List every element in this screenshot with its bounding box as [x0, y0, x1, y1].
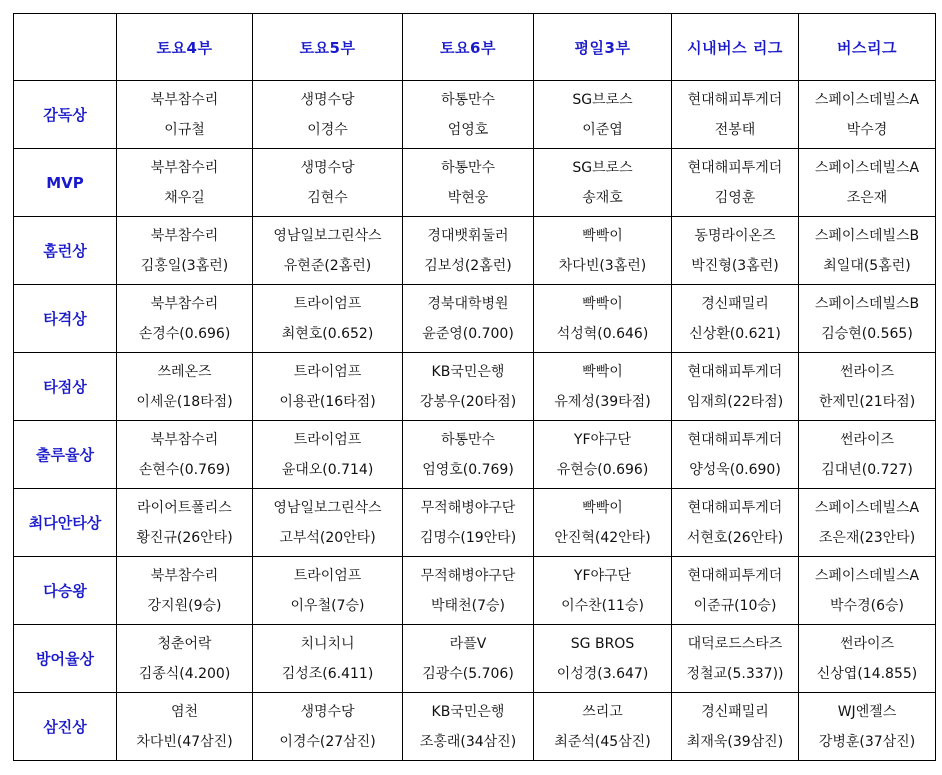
award-winner-cell	[799, 489, 936, 557]
team-name: 스페이스데빌스B	[814, 227, 920, 244]
award-name: 방어율상	[14, 625, 117, 693]
player-name: 김승현(0.565)	[821, 325, 913, 342]
award-winner-cell	[403, 421, 534, 489]
awards-table	[13, 13, 936, 761]
team-name: 썬라이즈	[839, 635, 895, 652]
team-name: 빡빡이	[582, 295, 623, 312]
team-name: 생명수당	[300, 159, 355, 176]
award-name: 홈런상	[14, 217, 117, 285]
player-name: 윤대오(0.714)	[281, 461, 374, 478]
team-name: 경신패밀리	[701, 295, 769, 312]
award-winner-cell	[403, 625, 534, 693]
award-winner-cell	[799, 217, 936, 285]
header-row	[14, 14, 936, 81]
player-name: 양성욱(0.690)	[689, 461, 781, 478]
table-row	[14, 81, 936, 149]
player-name: 김종식(4.200)	[138, 665, 231, 682]
player-name: 채우길	[164, 189, 205, 206]
team-name: 쓰레온즈	[157, 363, 212, 380]
award-winner-cell	[403, 489, 534, 557]
player-name: 조은재(23안타)	[818, 529, 916, 546]
corner-cell	[14, 14, 117, 81]
award-winner-cell	[403, 81, 534, 149]
player-name: 박태천(7승)	[431, 597, 505, 614]
team-name: 라이어트폴리스	[137, 499, 232, 516]
team-name: SG브로스	[572, 159, 633, 176]
column-header: 토요6부	[403, 14, 534, 81]
player-name: 이수찬(11승)	[561, 597, 644, 614]
team-name: 현대해피투게더	[687, 431, 783, 448]
player-name: 김광수(5.706)	[422, 665, 514, 682]
team-name: 생명수당	[300, 91, 355, 108]
team-name: 스페이스데빌스A	[814, 567, 920, 584]
player-name: 최일대(5홈런)	[823, 257, 911, 274]
team-name: 영남일보그린삭스	[273, 499, 382, 516]
award-winner-cell	[117, 81, 253, 149]
award-winner-cell	[253, 285, 403, 353]
player-name: 유제성(39타점)	[554, 393, 651, 410]
team-name: 빡빡이	[582, 363, 623, 380]
award-winner-cell	[403, 285, 534, 353]
award-winner-cell	[403, 693, 534, 761]
player-name: 차다빈(3홈런)	[558, 257, 647, 274]
award-winner-cell	[672, 285, 799, 353]
column-header: 토요4부	[117, 14, 253, 81]
player-name: 이성경(3.647)	[556, 665, 649, 682]
award-winner-cell	[534, 693, 672, 761]
player-name: 이규철	[164, 121, 205, 138]
player-name: 손경수(0.696)	[138, 325, 231, 342]
award-winner-cell	[253, 421, 403, 489]
player-name: 박수경(6승)	[830, 597, 904, 614]
team-name: SG BROS	[570, 635, 635, 652]
player-name: 이용관(16타점)	[279, 393, 376, 410]
team-name: 하통만수	[440, 159, 496, 176]
player-name: 강병훈(37삼진)	[818, 733, 916, 750]
team-name: 무적해병야구단	[420, 567, 516, 584]
team-name: 영남일보그린삭스	[273, 227, 382, 244]
player-name: 김성조(6.411)	[281, 665, 374, 682]
player-name: 박진형(3홈런)	[691, 257, 779, 274]
award-winner-cell	[799, 353, 936, 421]
award-winner-cell	[253, 149, 403, 217]
award-name: 삼진상	[14, 693, 117, 761]
player-name: 윤준영(0.700)	[422, 325, 514, 342]
team-name: YF야구단	[573, 567, 632, 584]
team-name: 라플V	[449, 635, 487, 652]
team-name: 북부참수리	[150, 295, 219, 312]
team-name: 하통만수	[440, 431, 496, 448]
award-winner-cell	[117, 693, 253, 761]
table-row	[14, 625, 936, 693]
awards-table-body	[14, 81, 936, 761]
team-name: 트라이엄프	[293, 295, 362, 312]
column-header: 토요5부	[253, 14, 403, 81]
table-row	[14, 693, 936, 761]
team-name: 무적해병야구단	[420, 499, 516, 516]
team-name: SG브로스	[572, 91, 633, 108]
award-winner-cell	[253, 489, 403, 557]
team-name: 현대해피투게더	[687, 363, 783, 380]
award-name: 출루율상	[14, 421, 117, 489]
team-name: 빡빡이	[582, 227, 623, 244]
player-name: 전봉태	[714, 121, 756, 138]
award-winner-cell	[117, 285, 253, 353]
team-name: 북부참수리	[150, 159, 219, 176]
award-winner-cell	[534, 489, 672, 557]
award-winner-cell	[534, 149, 672, 217]
player-name: 이준엽	[582, 121, 623, 138]
player-name: 이경수	[307, 121, 348, 138]
award-winner-cell	[117, 557, 253, 625]
player-name: 신상엽(14.855)	[816, 665, 918, 682]
team-name: 청춘어락	[157, 635, 212, 652]
player-name: 고부석(20안타)	[279, 529, 376, 546]
team-name: 트라이엄프	[293, 567, 362, 584]
award-name: MVP	[14, 149, 117, 217]
award-winner-cell	[672, 149, 799, 217]
team-name: YF야구단	[573, 431, 632, 448]
award-winner-cell	[672, 353, 799, 421]
player-name: 박현웅	[447, 189, 489, 206]
player-name: 안진혁(42안타)	[554, 529, 651, 546]
team-name: 북부참수리	[150, 567, 219, 584]
table-row	[14, 421, 936, 489]
award-winner-cell	[799, 625, 936, 693]
team-name: 썬라이즈	[839, 363, 895, 380]
team-name: WJ엔젤스	[837, 703, 897, 720]
player-name: 한제민(21타점)	[818, 393, 916, 410]
team-name: 스페이스데빌스B	[814, 295, 920, 312]
player-name: 정철교(5.337))	[686, 665, 784, 682]
player-name: 차다빈(47삼진)	[136, 733, 233, 750]
player-name: 신상환(0.621)	[689, 325, 781, 342]
award-name: 타점상	[14, 353, 117, 421]
award-name: 타격상	[14, 285, 117, 353]
player-name: 손현수(0.769)	[138, 461, 231, 478]
player-name: 조홍래(34삼진)	[419, 733, 517, 750]
award-winner-cell	[403, 557, 534, 625]
player-name: 엄영호(0.769)	[422, 461, 514, 478]
award-winner-cell	[672, 421, 799, 489]
table-row	[14, 285, 936, 353]
award-winner-cell	[117, 421, 253, 489]
player-name: 유현준(2홈런)	[283, 257, 372, 274]
team-name: 북부참수리	[150, 227, 219, 244]
player-name: 조은재	[846, 189, 888, 206]
team-name: 경신패밀리	[701, 703, 769, 720]
player-name: 이경수(27삼진)	[279, 733, 376, 750]
award-winner-cell	[117, 149, 253, 217]
team-name: 빡빡이	[582, 499, 623, 516]
player-name: 강지원(9승)	[147, 597, 222, 614]
award-winner-cell	[672, 217, 799, 285]
award-winner-cell	[403, 149, 534, 217]
team-name: 대덕로드스타즈	[687, 635, 783, 652]
team-name: 스페이스데빌스A	[814, 91, 920, 108]
team-name: 경대뱃휘둘러	[427, 227, 509, 244]
team-name: 스페이스데빌스A	[814, 499, 920, 516]
player-name: 김홍일(3홈런)	[140, 257, 229, 274]
award-winner-cell	[117, 217, 253, 285]
team-name: 현대해피투게더	[687, 499, 783, 516]
award-winner-cell	[672, 693, 799, 761]
award-winner-cell	[534, 353, 672, 421]
team-name: 북부참수리	[150, 91, 219, 108]
team-name: KB국민은행	[431, 363, 505, 380]
award-winner-cell	[534, 625, 672, 693]
table-row	[14, 149, 936, 217]
column-header: 평일3부	[534, 14, 672, 81]
awards-table-container	[13, 13, 936, 761]
team-name: 하통만수	[440, 91, 496, 108]
team-name: 스페이스데빌스A	[814, 159, 920, 176]
player-name: 김현수	[307, 189, 348, 206]
award-winner-cell	[117, 489, 253, 557]
player-name: 박수경	[846, 121, 888, 138]
player-name: 김명수(19안타)	[419, 529, 517, 546]
award-name: 최다안타상	[14, 489, 117, 557]
player-name: 강봉우(20타점)	[419, 393, 517, 410]
award-winner-cell	[403, 217, 534, 285]
team-name: 현대해피투게더	[687, 159, 783, 176]
player-name: 최준석(45삼진)	[554, 733, 651, 750]
team-name: 동명라이온즈	[694, 227, 776, 244]
table-row	[14, 557, 936, 625]
award-winner-cell	[117, 625, 253, 693]
award-winner-cell	[253, 557, 403, 625]
team-name: 현대해피투게더	[687, 91, 783, 108]
award-winner-cell	[253, 217, 403, 285]
award-winner-cell	[799, 149, 936, 217]
award-winner-cell	[672, 81, 799, 149]
player-name: 김영훈	[714, 189, 756, 206]
player-name: 이세운(18타점)	[136, 393, 233, 410]
player-name: 이준규(10승)	[693, 597, 777, 614]
team-name: 쓰리고	[582, 703, 623, 720]
team-name: 치니치니	[300, 635, 355, 652]
award-winner-cell	[117, 353, 253, 421]
column-header: 버스리그	[799, 14, 936, 81]
award-winner-cell	[799, 557, 936, 625]
award-winner-cell	[253, 353, 403, 421]
player-name: 엄영호	[447, 121, 489, 138]
award-winner-cell	[799, 81, 936, 149]
player-name: 황진규(26안타)	[136, 529, 233, 546]
award-winner-cell	[672, 557, 799, 625]
award-winner-cell	[534, 285, 672, 353]
award-winner-cell	[253, 81, 403, 149]
player-name: 송재호	[582, 189, 623, 206]
player-name: 서현호(26안타)	[686, 529, 784, 546]
award-winner-cell	[534, 217, 672, 285]
team-name: 현대해피투게더	[687, 567, 783, 584]
team-name: 트라이엄프	[293, 363, 362, 380]
column-header: 시내버스 리그	[672, 14, 799, 81]
player-name: 유현승(0.696)	[556, 461, 649, 478]
award-winner-cell	[253, 693, 403, 761]
table-row	[14, 489, 936, 557]
table-row	[14, 217, 936, 285]
player-name: 최재욱(39삼진)	[686, 733, 784, 750]
award-winner-cell	[253, 625, 403, 693]
team-name: 북부참수리	[150, 431, 219, 448]
table-row	[14, 353, 936, 421]
award-name: 감독상	[14, 81, 117, 149]
award-winner-cell	[534, 421, 672, 489]
team-name: 염천	[170, 703, 199, 720]
award-winner-cell	[799, 421, 936, 489]
award-winner-cell	[672, 625, 799, 693]
award-winner-cell	[534, 557, 672, 625]
team-name: 트라이엄프	[293, 431, 362, 448]
award-winner-cell	[534, 81, 672, 149]
player-name: 석성혁(0.646)	[556, 325, 649, 342]
team-name: 생명수당	[300, 703, 355, 720]
team-name: KB국민은행	[431, 703, 505, 720]
team-name: 경북대학병원	[427, 295, 509, 312]
award-winner-cell	[799, 693, 936, 761]
player-name: 김보성(2홈런)	[424, 257, 512, 274]
player-name: 임재희(22타점)	[686, 393, 784, 410]
player-name: 김대년(0.727)	[821, 461, 913, 478]
team-name: 썬라이즈	[839, 431, 895, 448]
player-name: 최현호(0.652)	[281, 325, 374, 342]
award-winner-cell	[403, 353, 534, 421]
award-winner-cell	[799, 285, 936, 353]
award-name: 다승왕	[14, 557, 117, 625]
player-name: 이우철(7승)	[290, 597, 365, 614]
award-winner-cell	[672, 489, 799, 557]
